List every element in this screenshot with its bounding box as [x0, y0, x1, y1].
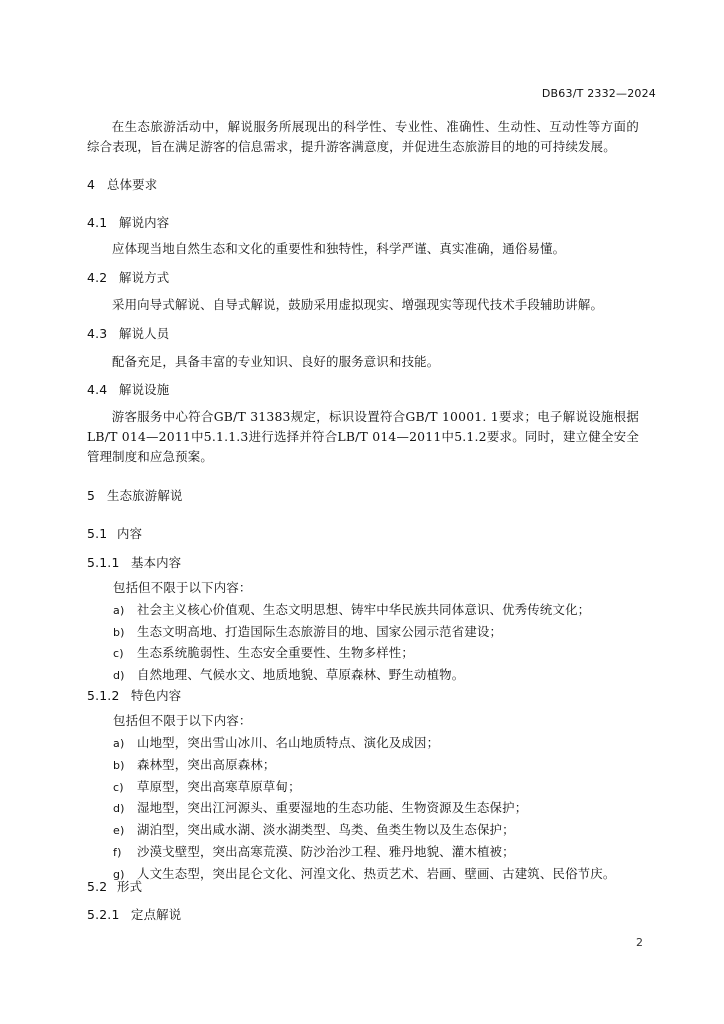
list-item — [113, 798, 527, 819]
section-5-number: 5 — [87, 488, 96, 503]
section-4-3-heading — [87, 324, 169, 344]
section-4-2-heading — [87, 268, 169, 288]
list-item-text: 沙漠戈壁型，突出高寒荒漠、防沙治沙工程、雅丹地貌、灌木植被； — [137, 844, 515, 859]
section-5-1-heading — [87, 524, 142, 544]
list-item-text: 生态系统脆弱性、生态安全重要性、生物多样性； — [137, 645, 414, 660]
section-4-1-title: 解说内容 — [119, 215, 170, 230]
section-5-1-1-number: 5.1.1 — [87, 555, 120, 570]
list-item — [113, 665, 464, 686]
section-5-title: 生态旅游解说 — [107, 488, 183, 503]
list-item — [113, 777, 301, 798]
section-4-3-text: 配备充足，具备丰富的专业知识、良好的服务意识和技能。 — [112, 354, 440, 369]
section-4-heading — [87, 175, 157, 195]
list-item — [113, 820, 515, 841]
section-5-1-title: 内容 — [117, 526, 143, 541]
list-item-text: 湖泊型，突出咸水湖、淡水湖类型、鸟类、鱼类生物以及生态保护； — [137, 822, 515, 838]
section-5-2-title: 形式 — [117, 879, 143, 894]
section-5-1-2-heading — [87, 686, 181, 706]
list-item — [113, 864, 615, 885]
list-item-marker: g) — [113, 867, 125, 881]
list-item-marker: d) — [113, 668, 125, 682]
list-item-marker: a) — [113, 737, 125, 750]
list-item — [113, 842, 515, 863]
section-4-4-text: 游客服务中心符合GB/T 31383规定，标识设置符合GB/T 10001. 1要求；电子解说设施根据LB/T 014—2011中5.1.1.3进行选择并符合LB/T 014—2011中5.1.2要求。同时，建立健全安全管理制度和应急预案。 — [87, 409, 639, 464]
section-4-number: 4 — [87, 177, 96, 192]
section-5-1-1-intro: 包括但不限于以下内容： — [113, 580, 252, 595]
list-item — [113, 643, 414, 664]
list-item-marker: c) — [113, 780, 124, 794]
document-code: DB63/T 2332—2024 — [541, 87, 656, 100]
list-item — [113, 733, 439, 754]
section-5-2-1-title: 定点解说 — [131, 907, 182, 922]
section-4-4-number: 4.4 — [87, 382, 108, 397]
list-item-text: 森林型，突出高原森林； — [137, 756, 276, 772]
section-4-1-number: 4.1 — [87, 215, 108, 230]
section-4-3-title: 解说人员 — [119, 326, 170, 341]
section-4-4-heading — [87, 380, 169, 400]
section-4-1-text: 应体现当地自然生态和文化的重要性和独特性，科学严谨、真实准确，通俗易懂。 — [112, 241, 566, 256]
list-item-marker: c) — [113, 647, 124, 660]
list-item-text: 社会主义核心价值观、生态文明思想、铸牢中华民族共同体意识、优秀传统文化； — [137, 602, 591, 617]
section-4-2-number: 4.2 — [87, 270, 108, 285]
list-item-marker: e) — [113, 824, 125, 838]
list-item-text: 湿地型，突出江河源头、重要湿地的生态功能、生物资源及生态保护； — [137, 800, 528, 816]
section-4-3-number: 4.3 — [87, 326, 108, 341]
section-4-4-title: 解说设施 — [119, 382, 170, 397]
section-5-2-heading — [87, 877, 142, 897]
list-item-text: 山地型，突出雪山冰川、名山地质特点、演化及成因； — [137, 735, 440, 750]
section-5-2-1-number: 5.2.1 — [87, 907, 120, 922]
list-item-text: 自然地理、气候水文、地质地貌、草原森林、野生动植物。 — [137, 666, 465, 682]
list-item-marker: a) — [113, 604, 125, 617]
list-item-marker: b) — [113, 625, 125, 639]
list-item-text: 人文生态型，突出昆仑文化、河湟文化、热贡艺术、岩画、壁画、古建筑、民俗节庆。 — [137, 865, 616, 881]
list-item-marker: d) — [113, 802, 125, 816]
section-5-2-number: 5.2 — [87, 879, 108, 894]
section-4-title: 总体要求 — [107, 177, 158, 192]
section-5-1-2-intro: 包括但不限于以下内容： — [113, 713, 252, 728]
section-4-2-text: 采用向导式解说、自导式解说，鼓励采用虚拟现实、增强现实等现代技术手段辅助讲解。 — [112, 297, 604, 312]
section-5-1-2-number: 5.1.2 — [87, 688, 120, 703]
section-5-1-1-heading — [87, 553, 181, 573]
list-item — [113, 755, 276, 776]
page-number: 2 — [636, 936, 643, 949]
section-5-heading — [87, 486, 183, 506]
section-5-1-number: 5.1 — [87, 526, 108, 541]
section-5-1-1-title: 基本内容 — [131, 555, 182, 570]
list-item — [113, 600, 590, 621]
section-4-1-heading — [87, 213, 169, 233]
section-5-1-2-title: 特色内容 — [131, 688, 182, 703]
section-5-2-1-heading — [87, 905, 181, 925]
intro-paragraph: 在生态旅游活动中，解说服务所展现出的科学性、专业性、准确性、生动性、互动性等方面的综合表现，旨在满足游客的信息需求，提升游客满意度，并促进生态旅游目的地的可持续发展。 — [87, 119, 639, 154]
list-item-text: 草原型，突出高寒草原草甸； — [137, 778, 301, 794]
list-item-marker: b) — [113, 758, 125, 772]
list-item-text: 生态文明高地、打造国际生态旅游目的地、国家公园示范省建设； — [137, 623, 503, 639]
section-4-2-title: 解说方式 — [119, 270, 170, 285]
list-item-marker: f) — [113, 846, 122, 859]
list-item — [113, 622, 502, 643]
